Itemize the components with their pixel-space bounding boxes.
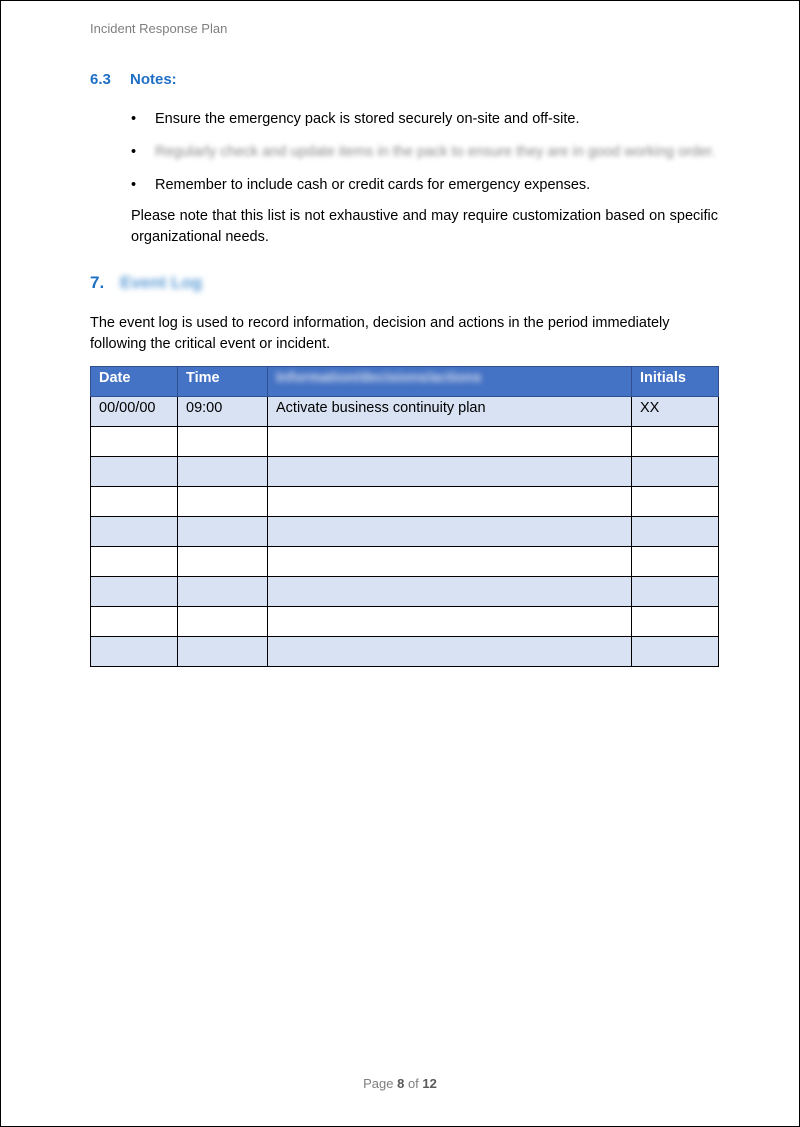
table-cell (268, 487, 632, 517)
table-cell: XX (632, 397, 719, 427)
section-title: Notes: (130, 71, 177, 88)
page-label: Page (363, 1076, 394, 1091)
table-cell (632, 607, 719, 637)
column-header-information-text: Information/decisions/actions (276, 370, 482, 386)
table-cell (268, 547, 632, 577)
page-footer (1, 1076, 799, 1091)
list-item-text: Regularly check and update items in the pack to ensure they are in good working order. (155, 144, 716, 160)
table-cell (91, 577, 178, 607)
event-log-intro: The event log is used to record information, decision and actions in the period immediately following the critical event or incident. (90, 315, 670, 352)
table-cell (632, 487, 719, 517)
table-cell (178, 457, 268, 487)
table-cell: Activate business continuity plan (268, 397, 632, 427)
total-page-count: 12 (422, 1076, 437, 1091)
notes-paragraph: Please note that this list is not exhaustive and may require customization based on specific organizational needs. (131, 208, 718, 245)
page-header: Incident Response Plan (90, 21, 228, 36)
table-cell (268, 607, 632, 637)
table-row (91, 427, 719, 457)
list-item (131, 109, 721, 142)
column-header-date: Date (91, 367, 178, 397)
table-row (91, 607, 719, 637)
table-cell (632, 547, 719, 577)
table-cell (268, 427, 632, 457)
table-cell (632, 427, 719, 457)
section-heading (90, 71, 177, 88)
table-cell (91, 427, 178, 457)
page-of-label: of (407, 1076, 419, 1091)
table-cell (268, 457, 632, 487)
table-cell: 09:00 (178, 397, 268, 427)
column-header-time: Time (178, 367, 268, 397)
table-cell (178, 547, 268, 577)
table-cell (91, 637, 178, 667)
chapter-title: Event Log (120, 273, 203, 292)
list-item-text: Remember to include cash or credit cards for emergency expenses. (155, 177, 591, 193)
chapter-heading (90, 273, 202, 293)
table-cell (91, 607, 178, 637)
list-item-text: Ensure the emergency pack is stored securely on-site and off-site. (155, 111, 580, 127)
table-cell (268, 577, 632, 607)
table-row (91, 577, 719, 607)
table-cell (91, 547, 178, 577)
notes-list (131, 109, 721, 208)
table-cell (632, 577, 719, 607)
table-cell (178, 577, 268, 607)
table-cell (178, 517, 268, 547)
table-cell (268, 517, 632, 547)
table-row (91, 637, 719, 667)
table-header-row (91, 367, 719, 397)
bullet-icon: • (131, 177, 137, 193)
table-cell (178, 637, 268, 667)
table-cell (632, 457, 719, 487)
table-cell (632, 637, 719, 667)
table-cell (178, 487, 268, 517)
chapter-number: 7. (90, 273, 105, 292)
column-header-information (268, 367, 632, 397)
table-cell (268, 637, 632, 667)
list-item (131, 175, 721, 208)
table-cell (91, 487, 178, 517)
table-cell (178, 427, 268, 457)
table-cell (632, 517, 719, 547)
table-row (91, 397, 719, 427)
table-row (91, 487, 719, 517)
column-header-initials: Initials (632, 367, 719, 397)
table-cell (91, 517, 178, 547)
bullet-icon: • (131, 111, 137, 127)
table-cell: 00/00/00 (91, 397, 178, 427)
table-cell (91, 457, 178, 487)
table-row (91, 517, 719, 547)
table-cell (178, 607, 268, 637)
current-page-number: 8 (397, 1076, 405, 1091)
table-row (91, 547, 719, 577)
list-item (131, 142, 721, 175)
table-row (91, 457, 719, 487)
event-log-table (90, 366, 719, 667)
bullet-icon: • (131, 144, 137, 160)
section-number: 6.3 (90, 71, 111, 88)
